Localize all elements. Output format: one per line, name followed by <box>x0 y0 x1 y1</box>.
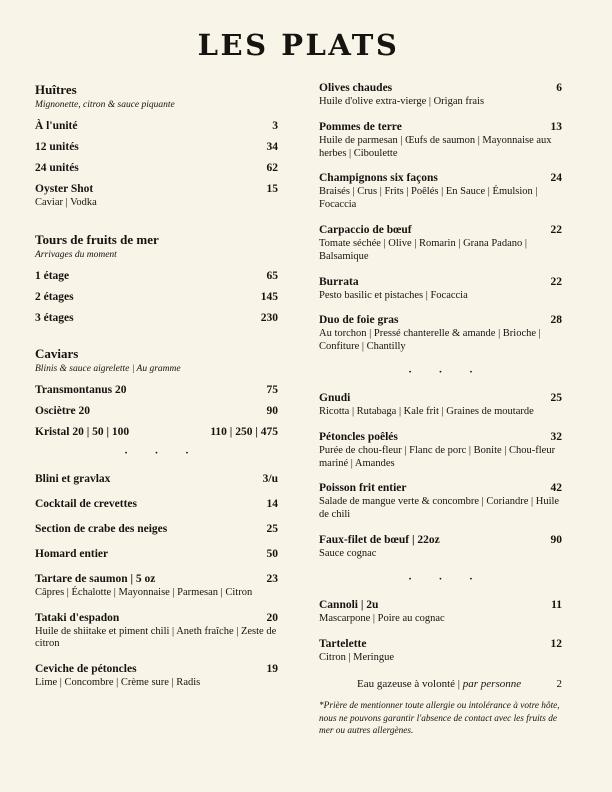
item-price: 32 <box>550 430 562 443</box>
item-price: 25 <box>550 391 562 404</box>
item-name: Tataki d'espadon <box>35 611 120 624</box>
section-heading: Huîtres <box>35 82 77 97</box>
item-price: 42 <box>550 482 562 495</box>
item-price: 145 <box>260 290 278 303</box>
item-price: 90 <box>266 404 278 417</box>
item-row <box>35 473 278 485</box>
item-row <box>319 534 562 546</box>
item-row <box>35 270 278 282</box>
item-price: 20 <box>266 611 278 624</box>
item-description: Sauce cognac <box>319 547 377 559</box>
item-row <box>319 121 562 133</box>
item-price: 3/u <box>262 472 278 485</box>
menu-item <box>35 162 278 174</box>
item-name: Oyster Shot <box>35 183 94 195</box>
section-separator-dots: · · · <box>124 446 201 459</box>
item-row <box>35 312 278 324</box>
menu-item <box>35 612 278 652</box>
item-name <box>357 678 521 690</box>
item-description: Braisés | Crus | Frits | Poêlés | En Sauce | Émulsion | Focaccia <box>319 186 538 211</box>
allergy-footnote: *Prière de mentionner toute allergie ou intolérance à votre hôte, nous ne pouvons garantir l'absence de contact avec les fruits de mer ou autres allergènes. <box>319 701 560 737</box>
item-row <box>319 482 562 494</box>
item-price: 24 <box>550 172 562 185</box>
menu-item <box>319 599 562 626</box>
item-price: 12 <box>550 637 562 650</box>
item-row <box>319 599 562 611</box>
menu-item <box>35 573 278 600</box>
menu-item <box>35 498 278 510</box>
right-column <box>319 82 562 747</box>
item-price: 110 | 250 | 475 <box>210 425 278 438</box>
item-price: 75 <box>266 383 278 396</box>
item-price: 22 <box>550 223 562 236</box>
eau-text-italic: par personne <box>462 678 522 691</box>
menu-item <box>319 392 562 419</box>
item-name: Tartelette <box>319 637 367 650</box>
item-name: 12 unités <box>35 141 79 153</box>
item-name: Ceviche de pétoncles <box>35 663 137 676</box>
menu-item <box>35 120 278 132</box>
item-description: Huile d'olive extra-vierge | Origan frais <box>319 96 485 107</box>
item-description: Huile de shiitake et piment chili | Aneth fraîche | Zeste de citron <box>35 625 277 650</box>
item-row <box>319 638 562 650</box>
item-price: 90 <box>550 533 562 546</box>
item-name: Osciètre 20 <box>35 404 91 417</box>
menu-title: LES PLATS <box>197 28 400 62</box>
item-price: 13 <box>550 120 562 133</box>
item-name: 2 étages <box>35 290 74 303</box>
item-row <box>319 314 562 326</box>
item-price: 50 <box>266 547 278 560</box>
item-row <box>35 162 278 174</box>
item-name: Transmontanus 20 <box>35 383 127 396</box>
item-row <box>35 498 278 510</box>
item-description: Mascarpone | Poire au cognac <box>319 612 445 624</box>
item-row <box>319 224 562 236</box>
item-description: Tomate séchée | Olive | Romarin | Grana Padano | Balsamique <box>319 237 527 262</box>
item-name: Carpaccio de bœuf <box>319 223 412 236</box>
menu-item <box>319 431 562 471</box>
section-separator-dots: · · · <box>408 365 485 378</box>
item-row <box>319 431 562 443</box>
section-separator-dots: · · · <box>408 572 485 585</box>
section-caviars <box>35 346 278 438</box>
menu-item <box>319 172 562 212</box>
item-row <box>319 392 562 404</box>
item-price: 14 <box>266 497 278 510</box>
item-name: Poisson frit entier <box>319 482 407 495</box>
item-row <box>35 120 278 132</box>
item-price: 22 <box>550 275 562 288</box>
item-price: 11 <box>551 598 562 611</box>
menu-item <box>35 523 278 535</box>
item-row <box>35 426 278 438</box>
item-description: Pesto basilic et pistaches | Focaccia <box>319 289 468 301</box>
item-description: Purée de chou-fleur | Flanc de porc | Bonite | Chou-fleur mariné | Amandes <box>319 444 556 469</box>
item-name: Homard entier <box>35 547 109 560</box>
item-price: 25 <box>266 522 278 535</box>
menu-item <box>319 638 562 665</box>
item-name: Tartare de saumon | 5 oz <box>35 572 156 585</box>
item-name: Champignons six façons <box>319 172 438 185</box>
item-price: 3 <box>272 120 278 132</box>
menu-item <box>35 183 278 210</box>
item-row <box>35 523 278 535</box>
item-name: 24 unités <box>35 162 79 174</box>
item-name: 1 étage <box>35 269 70 282</box>
item-row <box>35 291 278 303</box>
item-price: 6 <box>556 82 562 94</box>
item-row <box>35 612 278 624</box>
item-name: Burrata <box>319 275 359 288</box>
menu-item <box>35 473 278 485</box>
item-price: 19 <box>266 663 278 676</box>
menu-item <box>35 270 278 282</box>
item-name: Cannoli | 2u <box>319 598 379 611</box>
item-description: Citron | Meringue <box>319 651 395 663</box>
menu-item <box>35 312 278 324</box>
eau-text-regular: Eau gazeuse à volonté | <box>357 678 463 691</box>
menu-item <box>35 663 278 690</box>
section-subtitle: Arrivages du moment <box>35 249 117 260</box>
item-price: 65 <box>266 269 278 282</box>
item-price: 23 <box>266 572 278 585</box>
item-name: Faux-filet de bœuf | 22oz <box>319 533 440 546</box>
menu-item-eau-gazeuse <box>319 678 562 690</box>
item-name: Blini et gravlax <box>35 472 111 485</box>
item-description: Ricotta | Rutabaga | Kale frit | Graines de moutarde <box>319 405 534 417</box>
section-heading: Caviars <box>35 345 79 361</box>
item-row <box>35 141 278 153</box>
item-name: Olives chaudes <box>319 82 393 94</box>
item-name: Duo de foie gras <box>319 314 399 327</box>
menu-item <box>35 426 278 438</box>
item-price: 2 <box>556 678 562 691</box>
menu-item <box>35 291 278 303</box>
menu-item <box>319 276 562 303</box>
item-price: 62 <box>266 162 278 174</box>
item-description: Au torchon | Pressé chanterelle & amande | Brioche | Confiture | Chantilly <box>319 328 541 353</box>
left-column <box>35 82 278 747</box>
menu-item <box>35 548 278 560</box>
item-row <box>35 548 278 560</box>
item-description: Câpres | Échalotte | Mayonnaise | Parmesan | Citron <box>35 586 253 598</box>
section-heading: Tours de fruits de mer <box>35 231 159 247</box>
item-name: Pétoncles poêlés <box>319 430 398 443</box>
item-description: Lime | Concombre | Crème sure | Radis <box>35 677 201 689</box>
item-name: Cocktail de crevettes <box>35 497 137 510</box>
menu-item <box>35 384 278 396</box>
item-price: 28 <box>550 314 562 327</box>
item-name: 3 étages <box>35 311 74 324</box>
item-row <box>319 276 562 288</box>
item-price: 15 <box>266 183 278 195</box>
item-description: Caviar | Vodka <box>35 197 97 208</box>
menu-item <box>319 121 562 161</box>
item-name: Kristal 20 | 50 | 100 <box>35 425 130 438</box>
item-row <box>319 172 562 184</box>
item-description: Huile de parmesan | Œufs de saumon | Mayonnaise aux herbes | Ciboulette <box>319 134 552 159</box>
menu-item <box>35 405 278 417</box>
item-row <box>35 183 278 195</box>
item-row <box>35 663 278 675</box>
menu-columns <box>35 82 562 747</box>
section-tours <box>35 232 278 324</box>
menu-item <box>319 224 562 264</box>
menu-item <box>319 534 562 561</box>
item-row <box>319 82 562 94</box>
item-row <box>35 573 278 585</box>
menu-item <box>319 82 562 109</box>
item-price: 230 <box>260 311 278 324</box>
item-price: 34 <box>266 141 278 153</box>
item-row <box>35 384 278 396</box>
item-description: Salade de mangue verte & concombre | Coriandre | Huile de chili <box>319 496 560 521</box>
item-name: Section de crabe des neiges <box>35 522 168 535</box>
item-name: Gnudi <box>319 391 351 404</box>
section-huitres <box>35 82 278 210</box>
section-subtitle: Mignonette, citron & sauce piquante <box>35 100 175 110</box>
item-name: À l'unité <box>35 120 78 132</box>
menu-item <box>319 314 562 354</box>
item-row <box>35 405 278 417</box>
section-subtitle: Blinis & sauce aigrelette | Au gramme <box>35 363 181 374</box>
menu-item <box>35 141 278 153</box>
item-name: Pommes de terre <box>319 120 402 133</box>
menu-item <box>319 482 562 522</box>
